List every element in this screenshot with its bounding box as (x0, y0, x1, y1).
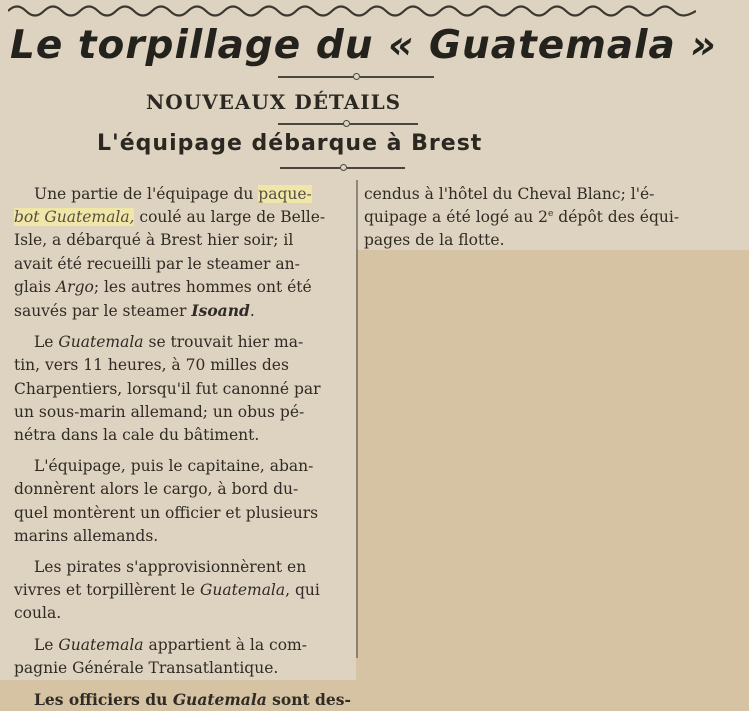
article-line (14, 183, 352, 206)
subheadline-rule-left (278, 123, 344, 125)
article-text: Une partie de l'équipage du (34, 185, 259, 203)
ordinal-suffix: e (548, 209, 554, 220)
article-line: vivres et torpillèrent le Guatemala, qui (14, 581, 320, 600)
article-line: Isle, a débarqué à Brest hier soir; il (14, 231, 294, 250)
ship-name-guatemala: Guatemala (58, 333, 144, 352)
ship-name-isoand: Isoand (191, 301, 250, 321)
paragraph-gap (14, 626, 352, 634)
subheadline: NOUVEAUX DÉTAILS (146, 90, 402, 114)
article-line: Le Guatemala se trouvait hier ma- (34, 333, 304, 352)
paragraph-gap (14, 447, 352, 455)
article-line: avait été recueilli par le steamer an- (14, 254, 300, 273)
article-line: un sous-marin allemand; un obus pé- (14, 402, 305, 421)
column-divider (356, 180, 358, 658)
headline-rule-left (278, 76, 353, 78)
article-line: Le Guatemala appartient à la com- (34, 635, 307, 654)
subheadline-rule-ornament (343, 120, 350, 127)
article-line (14, 206, 352, 229)
headline: Le torpillage du « Guatemala » (10, 23, 717, 68)
article-column-right (364, 183, 696, 253)
article-column-left (14, 183, 352, 711)
article-line: donnèrent alors le cargo, à bord du- (14, 480, 299, 499)
highlighted-ship-name: bot Guatemala, (14, 208, 135, 227)
article-line: pages de la flotte. (364, 231, 505, 250)
headline-rule-right (360, 76, 434, 78)
article-line: glais Argo; les autres hommes ont été (14, 277, 312, 296)
paragraph-gap (14, 323, 352, 331)
article-line: Charpentiers, lorsqu'il fut canonné par (14, 379, 321, 398)
section-rule-left (280, 167, 340, 169)
ship-name-guatemala: Guatemala (199, 581, 286, 600)
article-line: quipage a été logé au 2e dépôt des équi- (364, 208, 680, 227)
ship-name-argo: Argo (55, 277, 94, 296)
paragraph-gap (14, 680, 352, 688)
article-line: cendus à l'hôtel du Cheval Blanc; l'é- (364, 185, 655, 203)
decorative-wave-rule (8, 3, 696, 19)
article-line: nétra dans la cale du bâtiment. (14, 426, 260, 445)
section-rule-ornament (340, 164, 347, 171)
article-line: quel montèrent un officier et plusieurs (14, 503, 319, 522)
paragraph-gap (14, 548, 352, 556)
article-line: pagnie Générale Transatlantique. (14, 658, 279, 677)
article-line: marins allemands. (14, 526, 159, 545)
sub-subheadline: L'équipage débarque à Brest (97, 131, 483, 156)
article-text: coulé au large de Belle- (134, 208, 326, 227)
ship-name-guatemala: Guatemala (58, 635, 144, 654)
article-line: Les pirates s'approvisionnèrent en (34, 558, 307, 577)
subheadline-rule-right (350, 123, 418, 125)
article-line: sauvés par le steamer Isoand. (14, 301, 255, 321)
article-line: coula. (14, 604, 62, 623)
headline-rule-ornament (353, 73, 360, 80)
highlighted-text: paque- (258, 185, 312, 203)
article-line: tin, vers 11 heures, à 70 milles des (14, 356, 289, 375)
article-line: Les officiers du Guatemala sont des- (34, 690, 351, 710)
article-line: L'équipage, puis le capitaine, aban- (34, 457, 314, 476)
section-rule-right (347, 167, 405, 169)
ship-name-guatemala: Guatemala (172, 690, 267, 710)
